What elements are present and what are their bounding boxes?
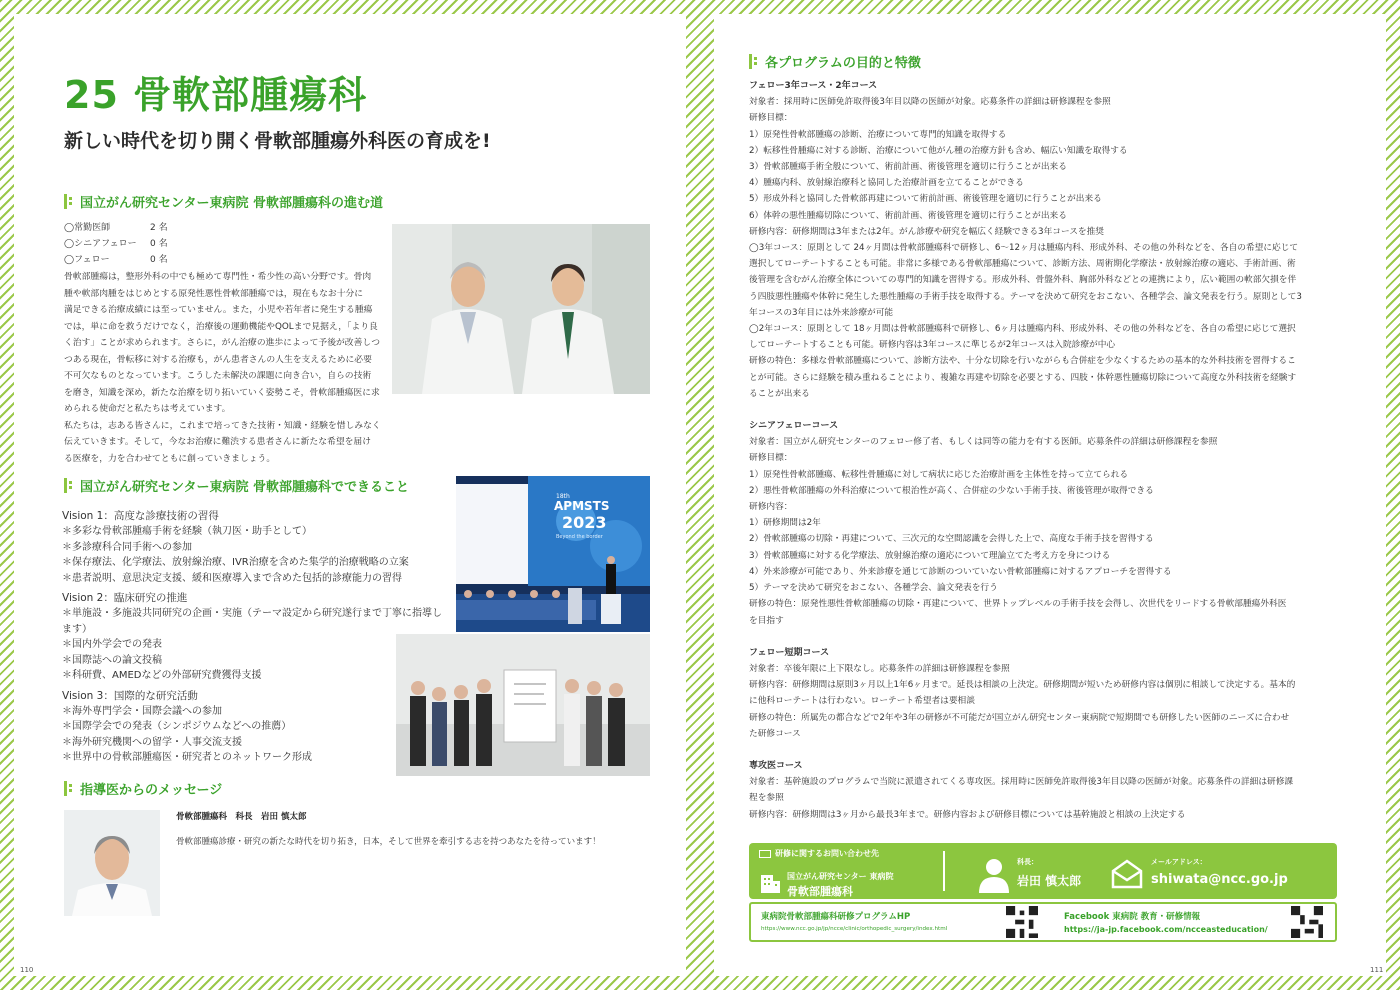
chief-name: 骨軟部腫瘍科 科長 岩田 慎太郎 <box>176 812 307 822</box>
program-text: フェロー3年コース・2年コース 対象者：採用時に医師免許取得後3年目以降の医師が対象。応募条件の詳細は研修課程を参照 研修目標： 1）原発性骨軟部腫瘍の診断、治療について専門的知識を取得する 2）転移性骨腫瘍に対する診断、治療について他がん種の治療方針も含め、幅広い知識を取得する 3）骨軟部腫瘍手術全般について、術前計画、術後管理を適切に行うことが出来る 4）腫瘍内科、放射線治療科と協同した治療計画を立てることができる 5）形成外科と協同した骨軟部再建について術前計画、術後管理を適切に行うことが出来る 6）体幹の悪性腫瘍切除について、術前計画、術後管理を適切に行うことが出来る 研修内容：研修期間は3年または2年。がん診療や研究を幅広く経験できる3年コースを推奨 ◯3年コース：原則として 24ヶ月間は骨軟部腫瘍科で研修し、6〜12ヶ月は腫瘍内科、形成外科、その他の外科などを、各自の希望に応じて 選択してローテートすることも可能。非常に多様である骨軟部腫瘍について、診断方法、周術期化学療法・放射線治療の適応、手術計画、術 後管理を含むがん治療全体についての専門的知識を習得する。形成外科、骨盤外科、胸部外科などとの連携により，広い範囲の軟部欠損を伴 う四肢悪性腫瘍や体幹に発生した悪性腫瘍の手術手技を取得する。テーマを決めて研究をおこない、各種学会、論文発表を行う。原則として3 年コースの3年目には外来診療が可能 ◯2年コース：原則として 18ヶ月間は骨軟部腫瘍科で研修し、6ヶ月は腫瘍内科、形成外科、その他の外科などを、各自の希望に応じて選択 してローテートすることも可能。研修内容は3年コースに準じるが2年コースは入院診療が中心 研修の特色：多様な骨軟部腫瘍について、診断方法や、十分な切除を行いながらも合併症を少なくするための基本的な外科技術を習得するこ とが可能。さらに経験を積み重ねることにより、複雑な再建や切除を必要とする、四肢・体幹悪性腫瘍切除について高度な外科技術を経験す ることが出来る シニアフェローコース 対象者：国立がん研究センターのフェロー修了者、もしくは同等の能力を有する医師。応募条件の詳細は研修課程を参照 研修目標： 1）原発性骨軟部腫瘍、転移性骨腫瘍に対して病状に応じた治療計画を主体性を持って立てられる 2）悪性骨軟部腫瘍の外科治療について根治性が高く、合併症の少ない手術手技、術後管理が取得できる 研修内容： 1）研修期間は2年 2）骨軟部腫瘍の切除・再建について、三次元的な空間認識を会得した上で、高度な手術手技を習得する 3）骨軟部腫瘍に対する化学療法、放射線治療の適応について理論立てた考え方を身につける 4）外来診療が可能であり、外来診療を通じて診断のついていない骨軟部腫瘍に対するアプローチを習得する 5）テーマを決めて研究をおこない、各種学会、論文発表を行う 研修の特色：原発性悪性骨軟部腫瘍の切除・再建について、世界トップレベルの手術手技を会得し、次世代をリードする骨軟部腫瘍外科医 を目指す フェロー短期コース 対象者：卒後年限に上下限なし。応募条件の詳細は研修課程を参照 研修内容：研修期間は原則3ヶ月以上1年6ヶ月まで。延長は相談の上決定。研修期間が短いため研修内容は個別に相談して決定する。基本的 に他科ローテートは行わない。ローテート希望者は要相談 研修の特色：所属先の都合などで2年や3年の研修が不可能だが国立がん研究センター東病院で短期間でも研修したい医師のニーズに合わせ た研修コース 専攻医コース 対象者：基幹施設のプログラムで当院に派遣されてくる専攻医。採用時に医師免許取得後3年目以降の医師が対象。応募条件の詳細は研修課 程を参照 研修内容：研修期間は3ヶ月から最長3年まで。研修内容および研修目標については基幹施設と相談の上決定する <box>749 78 1341 823</box>
right-page <box>714 14 1386 976</box>
vision-heading: Vision 1：高度な診療技術の習得 <box>62 510 219 522</box>
conference-photo <box>456 476 650 632</box>
page-number: 111 <box>1370 966 1384 974</box>
program-heading: フェロー短期コース <box>749 647 830 658</box>
mail-icon <box>1111 859 1143 889</box>
building-icon <box>759 871 781 893</box>
list-item: ＊科研費、AMEDなどの外部研究費獲得支援 <box>62 670 262 681</box>
list-item: ＊国際誌への論文投稿 <box>62 654 162 666</box>
contact-tag: 研修に関するお問い合わせ先 <box>759 848 879 859</box>
contact-dept: 骨軟部腫瘍科 <box>787 885 853 898</box>
list-item: ＊海外研究機関への留学・人事交流支援 <box>62 736 242 748</box>
contact-box <box>749 843 1337 899</box>
group-photo <box>396 634 650 776</box>
heading-marker-icon <box>64 781 72 796</box>
list-item: ＊世界中の骨軟部腫瘍医・研究者とのネットワーク形成 <box>62 752 312 763</box>
list-item: ＊国際学会での発表（シンポジウムなどへの推薦） <box>62 721 292 732</box>
mail-label: メールアドレス： <box>1151 858 1207 866</box>
list-item: ＊単施設・多施設共同研究の企画・実施（テーマ設定から研究遂行まで丁寧に指導します） <box>62 608 442 635</box>
fb-url[interactable]: https://ja-jp.facebook.com/ncceasteducation/ <box>1064 925 1268 934</box>
heading-marker-icon <box>749 54 757 69</box>
intro-text: 骨軟部腫瘍は，整形外科の中でも極めて専門性・希少性の高い分野です。骨肉 腫や軟部肉腫をはじめとする原発性悪性骨軟部腫瘍では，現在もなお十分に 満足できる治療成績には至っていません。また，小児や若年者に発生する腫瘍 では，単に命を救うだけでなく，治療後の運動機能やQOLまで見据え，「より良 く治す」ことが求められます。さらに，がん治療の進歩によって予後が改善しつ つある現在，骨転移に対する治療も，がん患者さんの人生を支えるために必要 不可欠なものとなっています。こうした未解決の課題に向き合い，自らの技術 を磨き，知識を深め，新たな治療を切り拓いていく姿勢こそ，骨軟部腫瘍医に求 められる使命だと私たちは考えています。 私たちは，志ある皆さんに，これまで培ってきた技術・知識・経験を惜しみなく 伝えていきます。そして，今なお治療に難渋する患者さんに新たな希望を届け る医療を，力を合わせてともに創っていきましょう。 <box>64 272 381 464</box>
person-icon <box>977 857 1011 893</box>
section-heading-message: 指導医からのメッセージ <box>64 779 222 798</box>
fb-title: Facebook 東病院 教育・研修情報 <box>1064 912 1201 922</box>
links-box <box>749 902 1337 942</box>
hp-url[interactable]: https://www.ncc.go.jp/jp/ncce/clinic/orthopedic_surgery/index.html <box>761 926 948 932</box>
section-heading-path: 国立がん研究センター東病院 骨軟部腫瘍科の進む道 <box>64 192 383 211</box>
chief-message: 骨軟部腫瘍診療・研究の新たな時代を切り拓き，日本，そして世界を牽引する志を持つあなたを待っています！ <box>176 837 601 847</box>
vision-heading: Vision 2：臨床研究の推進 <box>62 592 188 604</box>
section-heading-capabilities: 国立がん研究センター東病院 骨軟部腫瘍科でできること <box>64 476 409 495</box>
qr-code-fb-icon <box>1291 906 1323 938</box>
doctors-photo <box>392 224 650 394</box>
list-item: ＊患者説明、意思決定支援、緩和医療導入まで含めた包括的診療能力の習得 <box>62 572 402 584</box>
page-title: 25 骨軟部腫瘍科 <box>64 73 368 117</box>
program-heading: フェロー3年コース・2年コース <box>749 81 878 91</box>
left-page <box>14 14 686 976</box>
heading-marker-icon <box>64 478 72 493</box>
staff-row: ◯フェロー 0 名 <box>64 255 168 265</box>
qr-code-hp-icon <box>1006 906 1038 938</box>
heading-marker-icon <box>64 194 72 209</box>
staff-row: ◯シニアフェロー 0 名 <box>64 239 168 249</box>
chief-portrait <box>64 810 160 916</box>
divider <box>943 851 945 891</box>
staff-row: ◯常勤医師 2 名 <box>64 223 168 233</box>
section-heading-programs: 各プログラムの目的と特徴 <box>749 52 921 71</box>
contact-email[interactable]: shiwata@ncc.go.jp <box>1151 872 1288 887</box>
chief-contact-name: 岩田 慎太郎 <box>1017 874 1082 888</box>
program-heading: 専攻医コース <box>749 760 803 771</box>
tag-icon <box>759 850 771 858</box>
staff-list <box>64 220 384 268</box>
slide-year-text: 2023 <box>562 513 607 532</box>
slide-small-text: 18th <box>556 493 570 500</box>
list-item: ＊保存療法、化学療法、放射線治療、IVR治療を含めた集学的治療戦略の立案 <box>62 557 409 568</box>
contact-org: 国立がん研究センター 東病院 <box>787 872 894 881</box>
list-item: ＊海外専門学会・国際会議への参加 <box>62 705 222 717</box>
chief-label: 科長： <box>1017 858 1038 866</box>
vision-list <box>62 504 442 766</box>
lead-heading: 新しい時代を切り開く骨軟部腫瘍外科医の育成を! <box>64 130 491 152</box>
slide-sub-text: Beyond the border <box>556 534 603 540</box>
list-item: ＊多彩な骨軟部腫瘍手術を経験（執刀医・助手として） <box>62 526 312 537</box>
slide-apmsts-text: APMSTS <box>554 499 610 513</box>
program-heading: シニアフェローコース <box>749 421 839 432</box>
hp-title: 東病院骨軟部腫瘍科研修プログラムHP <box>761 912 911 922</box>
page-number: 110 <box>20 966 34 974</box>
list-item: ＊多診療科合同手術への参加 <box>62 541 192 553</box>
vision-heading: Vision 3：国際的な研究活動 <box>62 689 198 702</box>
list-item: ＊国内外学会での発表 <box>62 639 162 650</box>
